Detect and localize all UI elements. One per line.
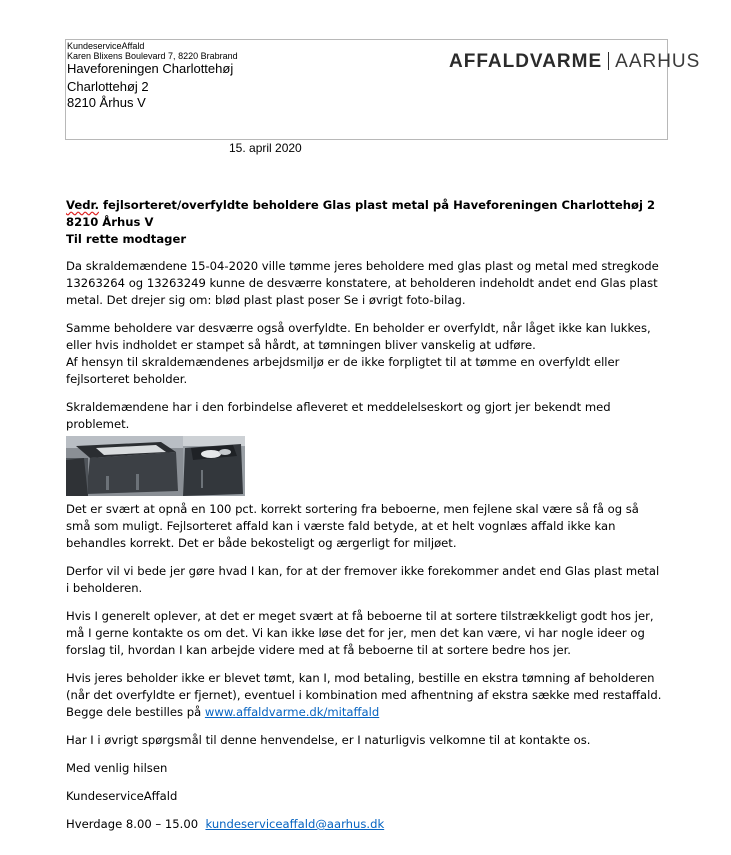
recipient-city: 8210 Århus V	[67, 95, 146, 110]
letter-date: 15. april 2020	[229, 141, 302, 155]
address-block	[65, 39, 701, 140]
photo-attachment	[66, 436, 245, 496]
affaldvarme-logo	[449, 52, 700, 72]
logo-part1: AFFALDVARME	[449, 51, 603, 72]
paragraph-7-text: Hvis jeres beholder ikke er blevet tømt, kan I, mod betaling, bestille en ekstra tømning af beholderen (når det overfyldte er fjernet), eventuel i kombination med afhentning af ekstra sække med restaffald. Begge dele bestilles på	[66, 671, 662, 719]
bin-photo-1	[66, 436, 183, 496]
subject-addressee: Til rette modtager	[66, 232, 187, 246]
contact-line	[66, 816, 666, 833]
logo-divider	[608, 52, 609, 70]
closing: Med venlig hilsen	[66, 761, 168, 775]
paragraph-1: Da skraldemændene 15-04-2020 ville tømme jeres beholdere med glas plast og metal med stregkode 13263264 og 13263249 kunne de desværre konstatere, at beholderen indeholdt andet end Glas plast metal. Det drejer sig om: blød plast plast poser Se i øvrigt foto-bilag.	[66, 259, 659, 307]
sender-name: KundeserviceAffald	[67, 41, 145, 51]
sender-address: Karen Blixens Boulevard 7, 8220 Brabrand	[67, 51, 238, 61]
paragraph-2b: Af hensyn til skraldemændenes arbejdsmiljø er de ikke forpligtet til at tømme en overfyldt eller fejlsorteret beholder.	[66, 355, 620, 386]
recipient-name: Haveforeningen Charlottehøj	[67, 61, 234, 76]
signature: KundeserviceAffald	[66, 789, 178, 803]
recipient-street: Charlottehøj 2	[67, 79, 149, 94]
paragraph-4: Det er svært at opnå en 100 pct. korrekt sortering fra beboerne, men fejlene skal være så få og så små som muligt. Fejlsorteret affald kan i værste fald betyde, at et helt vognlæs affald ikke kan behandles korrekt. Det er både bekosteligt og ærgerligt for miljøet.	[66, 502, 639, 550]
paragraph-6: Hvis I generelt oplever, at det er meget svært at få beboerne til at sortere tilstrækkeligt godt hos jer, må I gerne kontakte os om det. Vi kan ikke løse det for jer, men det kan være, vi har nogle ideer og forslag til, hvordan I kan arbejde videre med at få beboerne til at sortere bedre hos jer.	[66, 609, 654, 657]
paragraph-5: Derfor vil vi bede jer gøre hvad I kan, for at der fremover ikke forekommer andet end Glas plast metal i beholderen.	[66, 564, 660, 595]
opening-hours: Hverdage 8.00 – 15.00	[66, 817, 206, 831]
paragraph-8: Har I i øvrigt spørgsmål til denne henvendelse, er I naturligvis velkomne til at kontakte os.	[66, 733, 591, 747]
letter-body	[66, 197, 666, 833]
mitaffald-link[interactable]: www.affaldvarme.dk/mitaffald	[204, 705, 380, 719]
email-link[interactable]: kundeserviceaffald@aarhus.dk	[205, 817, 385, 831]
paragraph-3: Skraldemændene har i den forbindelse afleveret et meddelelseskort og gjort jer bekendt med problemet.	[66, 400, 611, 431]
paragraph-7	[66, 670, 666, 721]
subject-prefix: Vedr.	[66, 198, 99, 212]
subject-text: fejlsorteret/overfyldte beholdere Glas plast metal på Haveforeningen Charlottehøj 2 8210 Århus V	[66, 198, 656, 229]
logo-part2: AARHUS	[615, 51, 701, 72]
subject-line	[66, 197, 666, 231]
bin-photo-2	[183, 436, 245, 496]
paragraph-2a: Samme beholdere var desværre også overfyldte. En beholder er overfyldt, når låget ikke kan lukkes, eller hvis indholdet er stampet så hårdt, at tømningen bliver vanskelig at udføre.	[66, 321, 651, 352]
